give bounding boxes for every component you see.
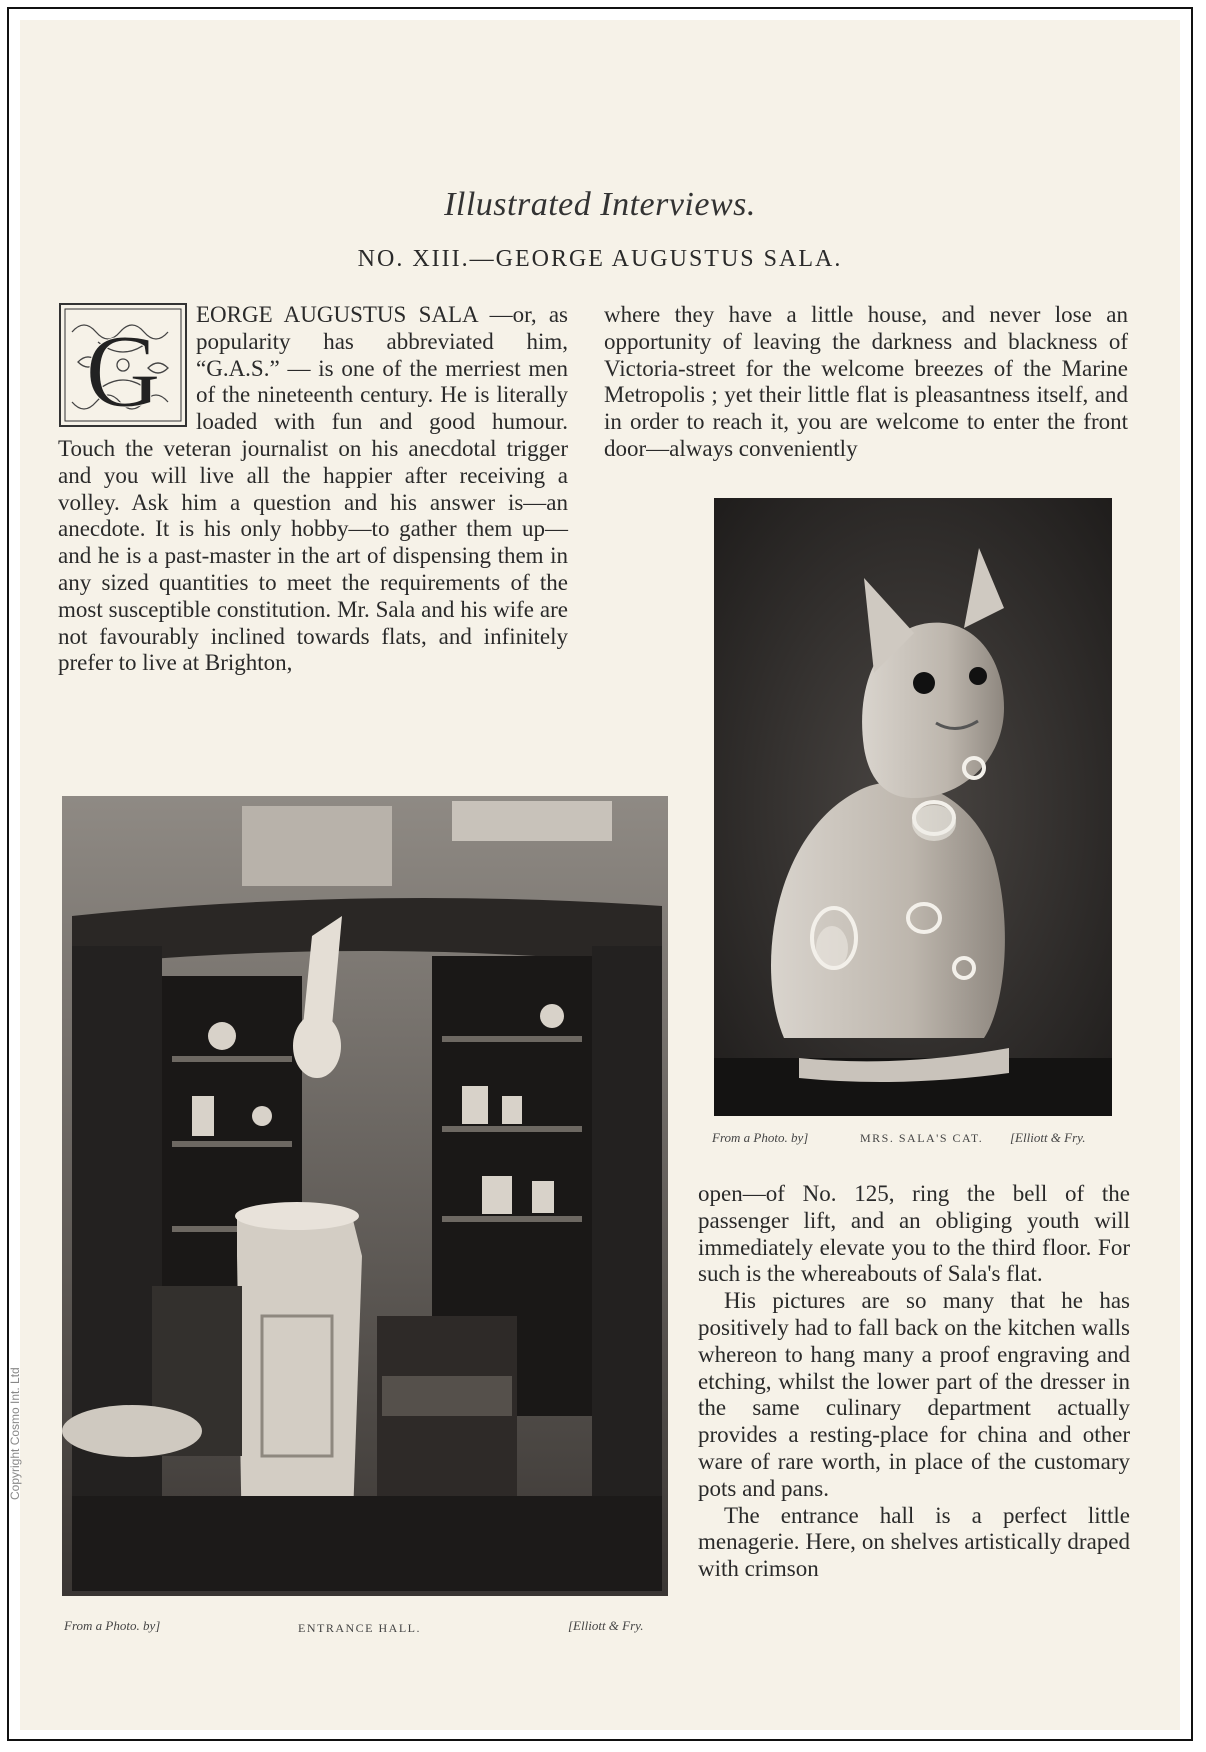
- copyright-notice: Copyright Cosmo Int. Ltd: [8, 1367, 22, 1500]
- magazine-page: [20, 20, 1180, 1730]
- article-paragraph-1: EORGE AUGUSTUS SALA —or, as popularity has abbreviated him, “G.A.S.” — is one of the merriest men of the nineteenth century. He is literally loaded with fun and good humour. Touch the veteran journalist on his anecdotal trigger and you will live all the happier after receiving a volley. Ask him a question and his answer is—an anecdote. It is his only hobby—to gather them up—and he is a past-master in the art of dispensing them in any sized quantities to meet the requirements of the most susceptible constitution. Mr. Sala and his wife are not favourably inclined towards flats, and infinitely prefer to live at Brighton,: [58, 302, 568, 676]
- article-right-column-top: where they have a little house, and never lose an opportunity of leaving the darkness and blackness of Victoria-street for the welcome breezes of the Marine Metropolis ; yet their little flat is pleasantness itself, and in order to reach it, you are welcome to enter the front door—always conveniently: [604, 302, 1128, 461]
- article-left-column: [58, 302, 568, 677]
- article-right-column-bottom: [698, 1181, 1130, 1583]
- hall-photo-studio: [Elliott & Fry.: [568, 1618, 644, 1633]
- ornamental-dropcap: [58, 302, 188, 428]
- dropcap-letter: G: [85, 314, 161, 428]
- hall-photo-credit: From a Photo. by]: [64, 1618, 161, 1633]
- article-paragraph-entrance-hall: The entrance hall is a perfect little menagerie. Here, on shelves artistically draped with crimson: [698, 1502, 1130, 1582]
- entrance-hall-photograph: [62, 796, 668, 1596]
- cat-photograph: [714, 498, 1112, 1116]
- cat-photo-studio: [Elliott & Fry.: [1010, 1130, 1086, 1145]
- article-paragraph-continued: open—of No. 125, ring the bell of the passenger lift, and an obliging youth will immediately elevate you to the third floor. For such is the whereabouts of Sala's flat.: [698, 1181, 1130, 1287]
- cat-photo-caption: MRS. SALA'S CAT.: [860, 1131, 984, 1145]
- article-paragraph-pictures: His pictures are so many that he has positively had to fall back on the kitchen walls whereon to hang many a proof engraving and etching, whilst the lower part of the dresser in the same culinary department actually provides a resting-place for china and other ware of rare worth, in place of the customary pots and pans.: [698, 1288, 1130, 1501]
- hall-photo-caption: ENTRANCE HALL.: [298, 1621, 421, 1635]
- article-title: NO. XIII.—GEORGE AUGUSTUS SALA.: [357, 246, 843, 272]
- cat-photo-credit: From a Photo. by]: [712, 1130, 809, 1145]
- section-title: Illustrated Interviews.: [444, 186, 756, 223]
